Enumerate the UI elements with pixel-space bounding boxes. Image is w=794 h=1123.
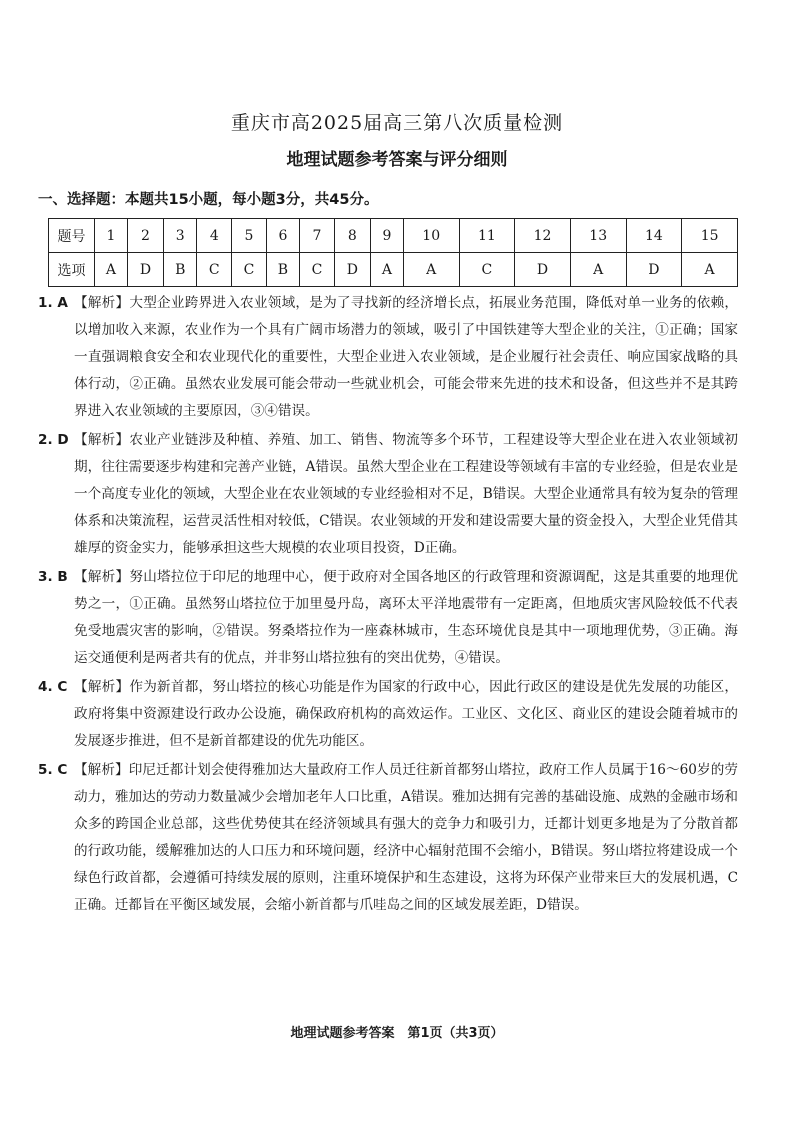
question-number-cell: 2 — [127, 219, 163, 253]
row-label-number: 题号 — [49, 219, 95, 253]
answer-cell: D — [127, 253, 163, 287]
explanation-number: 5. C — [38, 762, 68, 778]
answer-table-number-row — [49, 219, 738, 253]
exam-title: 重庆市高2025届高三第八次质量检测 — [230, 112, 564, 134]
answer-cell: A — [570, 253, 626, 287]
question-number-cell: 11 — [459, 219, 515, 253]
question-number-cell: 13 — [570, 219, 626, 253]
question-number-cell: 5 — [232, 219, 267, 253]
answer-cell: C — [232, 253, 267, 287]
explanation-text: 【解析】农业产业链涉及种植、养殖、加工、销售、物流等多个环节，工程建设等大型企业在进入农业领域初期，往往需要逐步构建和完善产业链，A错误。虽然大型企业在工程建设等领域有丰富的专业经验，但是农业是一个高度专业化的领域，大型企业在农业领域的专业经验相对不足，B错误。大型企业通常具有较为复杂的管理体系和决策流程，运营灵活性相对较低，C错误。农业领域的开发和建设需要大量的资金投入，大型企业凭借其雄厚的资金实力，能够承担这些大规模的农业项目投资，D正确。 — [74, 432, 738, 556]
question-number-cell: 8 — [334, 219, 370, 253]
question-number-cell: 7 — [300, 219, 335, 253]
answer-cell: C — [300, 253, 335, 287]
answer-cell: C — [197, 253, 232, 287]
answer-cell: D — [334, 253, 370, 287]
explanation-item — [38, 290, 738, 425]
answer-cell: B — [266, 253, 299, 287]
question-number-cell: 4 — [197, 219, 232, 253]
question-number-cell: 12 — [515, 219, 571, 253]
answer-cell: A — [370, 253, 403, 287]
answer-cell: C — [459, 253, 515, 287]
explanation-number: 2. D — [38, 432, 69, 448]
explanation-item — [38, 757, 738, 919]
question-number-cell: 1 — [95, 219, 128, 253]
question-number-cell: 14 — [626, 219, 682, 253]
question-number-cell: 3 — [164, 219, 197, 253]
document-title: 地理试题参考答案与评分细则 — [286, 150, 508, 170]
question-number-cell: 9 — [370, 219, 403, 253]
explanation-text: 【解析】大型企业跨界进入农业领域，是为了寻找新的经济增长点，拓展业务范围，降低对单一业务的依赖，以增加收入来源，农业作为一个具有广阔市场潜力的领域，吸引了中国铁建等大型企业的关注，①正确；国家一直强调粮食安全和农业现代化的重要性，大型企业进入农业领域，是企业履行社会责任、响应国家战略的具体行动，②正确。虽然农业发展可能会带动一些就业机会，可能会带来先进的技术和设备，但这些并不是其跨界进入农业领域的主要原因，③④错误。 — [74, 295, 738, 419]
explanation-item — [38, 564, 738, 672]
question-number-cell: 6 — [266, 219, 299, 253]
explanation-text: 【解析】印尼迁都计划会使得雅加达大量政府工作人员迁往新首都努山塔拉，政府工作人员属于16～60岁的劳动力，雅加达的劳动力数量减少会增加老年人口比重，A错误。雅加达拥有完善的基础设施、成熟的金融市场和众多的跨国企业总部，这些优势使其在经济领域具有强大的竞争力和吸引力，迁都计划更多地是为了分散首都的行政功能，缓解雅加达的人口压力和环境问题，经济中心辐射范围不会缩小，B错误。努山塔拉将建设成一个绿色行政首都，会遵循可持续发展的原则，注重环境保护和生态建设，这将为环保产业带来巨大的发展机遇，C正确。迁都旨在平衡区域发展，会缩小新首都与爪哇岛之间的区域发展差距，D错误。 — [74, 762, 738, 913]
answer-cell: A — [95, 253, 128, 287]
answer-cell: D — [515, 253, 571, 287]
answer-table-answer-row — [49, 253, 738, 287]
section-heading: 一、选择题：本题共15小题，每小题3分，共45分。 — [38, 192, 379, 208]
explanation-item — [38, 427, 738, 562]
question-number-cell: 10 — [403, 219, 459, 253]
explanations-list — [38, 290, 738, 921]
answer-cell: D — [626, 253, 682, 287]
answer-cell: A — [403, 253, 459, 287]
answer-table — [48, 218, 738, 287]
explanation-item — [38, 674, 738, 755]
answer-cell: B — [164, 253, 197, 287]
question-number-cell: 15 — [682, 219, 738, 253]
page-footer: 地理试题参考答案 第1页（共3页） — [290, 1026, 504, 1041]
explanation-number: 1. A — [38, 295, 68, 311]
row-label-answer: 选项 — [49, 253, 95, 287]
explanation-number: 4. C — [38, 679, 68, 695]
answer-cell: A — [682, 253, 738, 287]
explanation-text: 【解析】作为新首都，努山塔拉的核心功能是作为国家的行政中心，因此行政区的建设是优先发展的功能区，政府将集中资源建设行政办公设施，确保政府机构的高效运作。工业区、文化区、商业区的建设会随着城市的发展逐步推进，但不是新首都建设的优先功能区。 — [74, 679, 738, 749]
explanation-text: 【解析】努山塔拉位于印尼的地理中心，便于政府对全国各地区的行政管理和资源调配，这是其重要的地理优势之一，①正确。虽然努山塔拉位于加里曼丹岛，离环太平洋地震带有一定距离，但地质灾害风险较低不代表免受地震灾害的影响，②错误。努桑塔拉作为一座森林城市，生态环境优良是其中一项地理优势，③正确。海运交通便利是两者共有的优点，并非努山塔拉独有的突出优势，④错误。 — [74, 569, 738, 666]
explanation-number: 3. B — [38, 569, 68, 585]
